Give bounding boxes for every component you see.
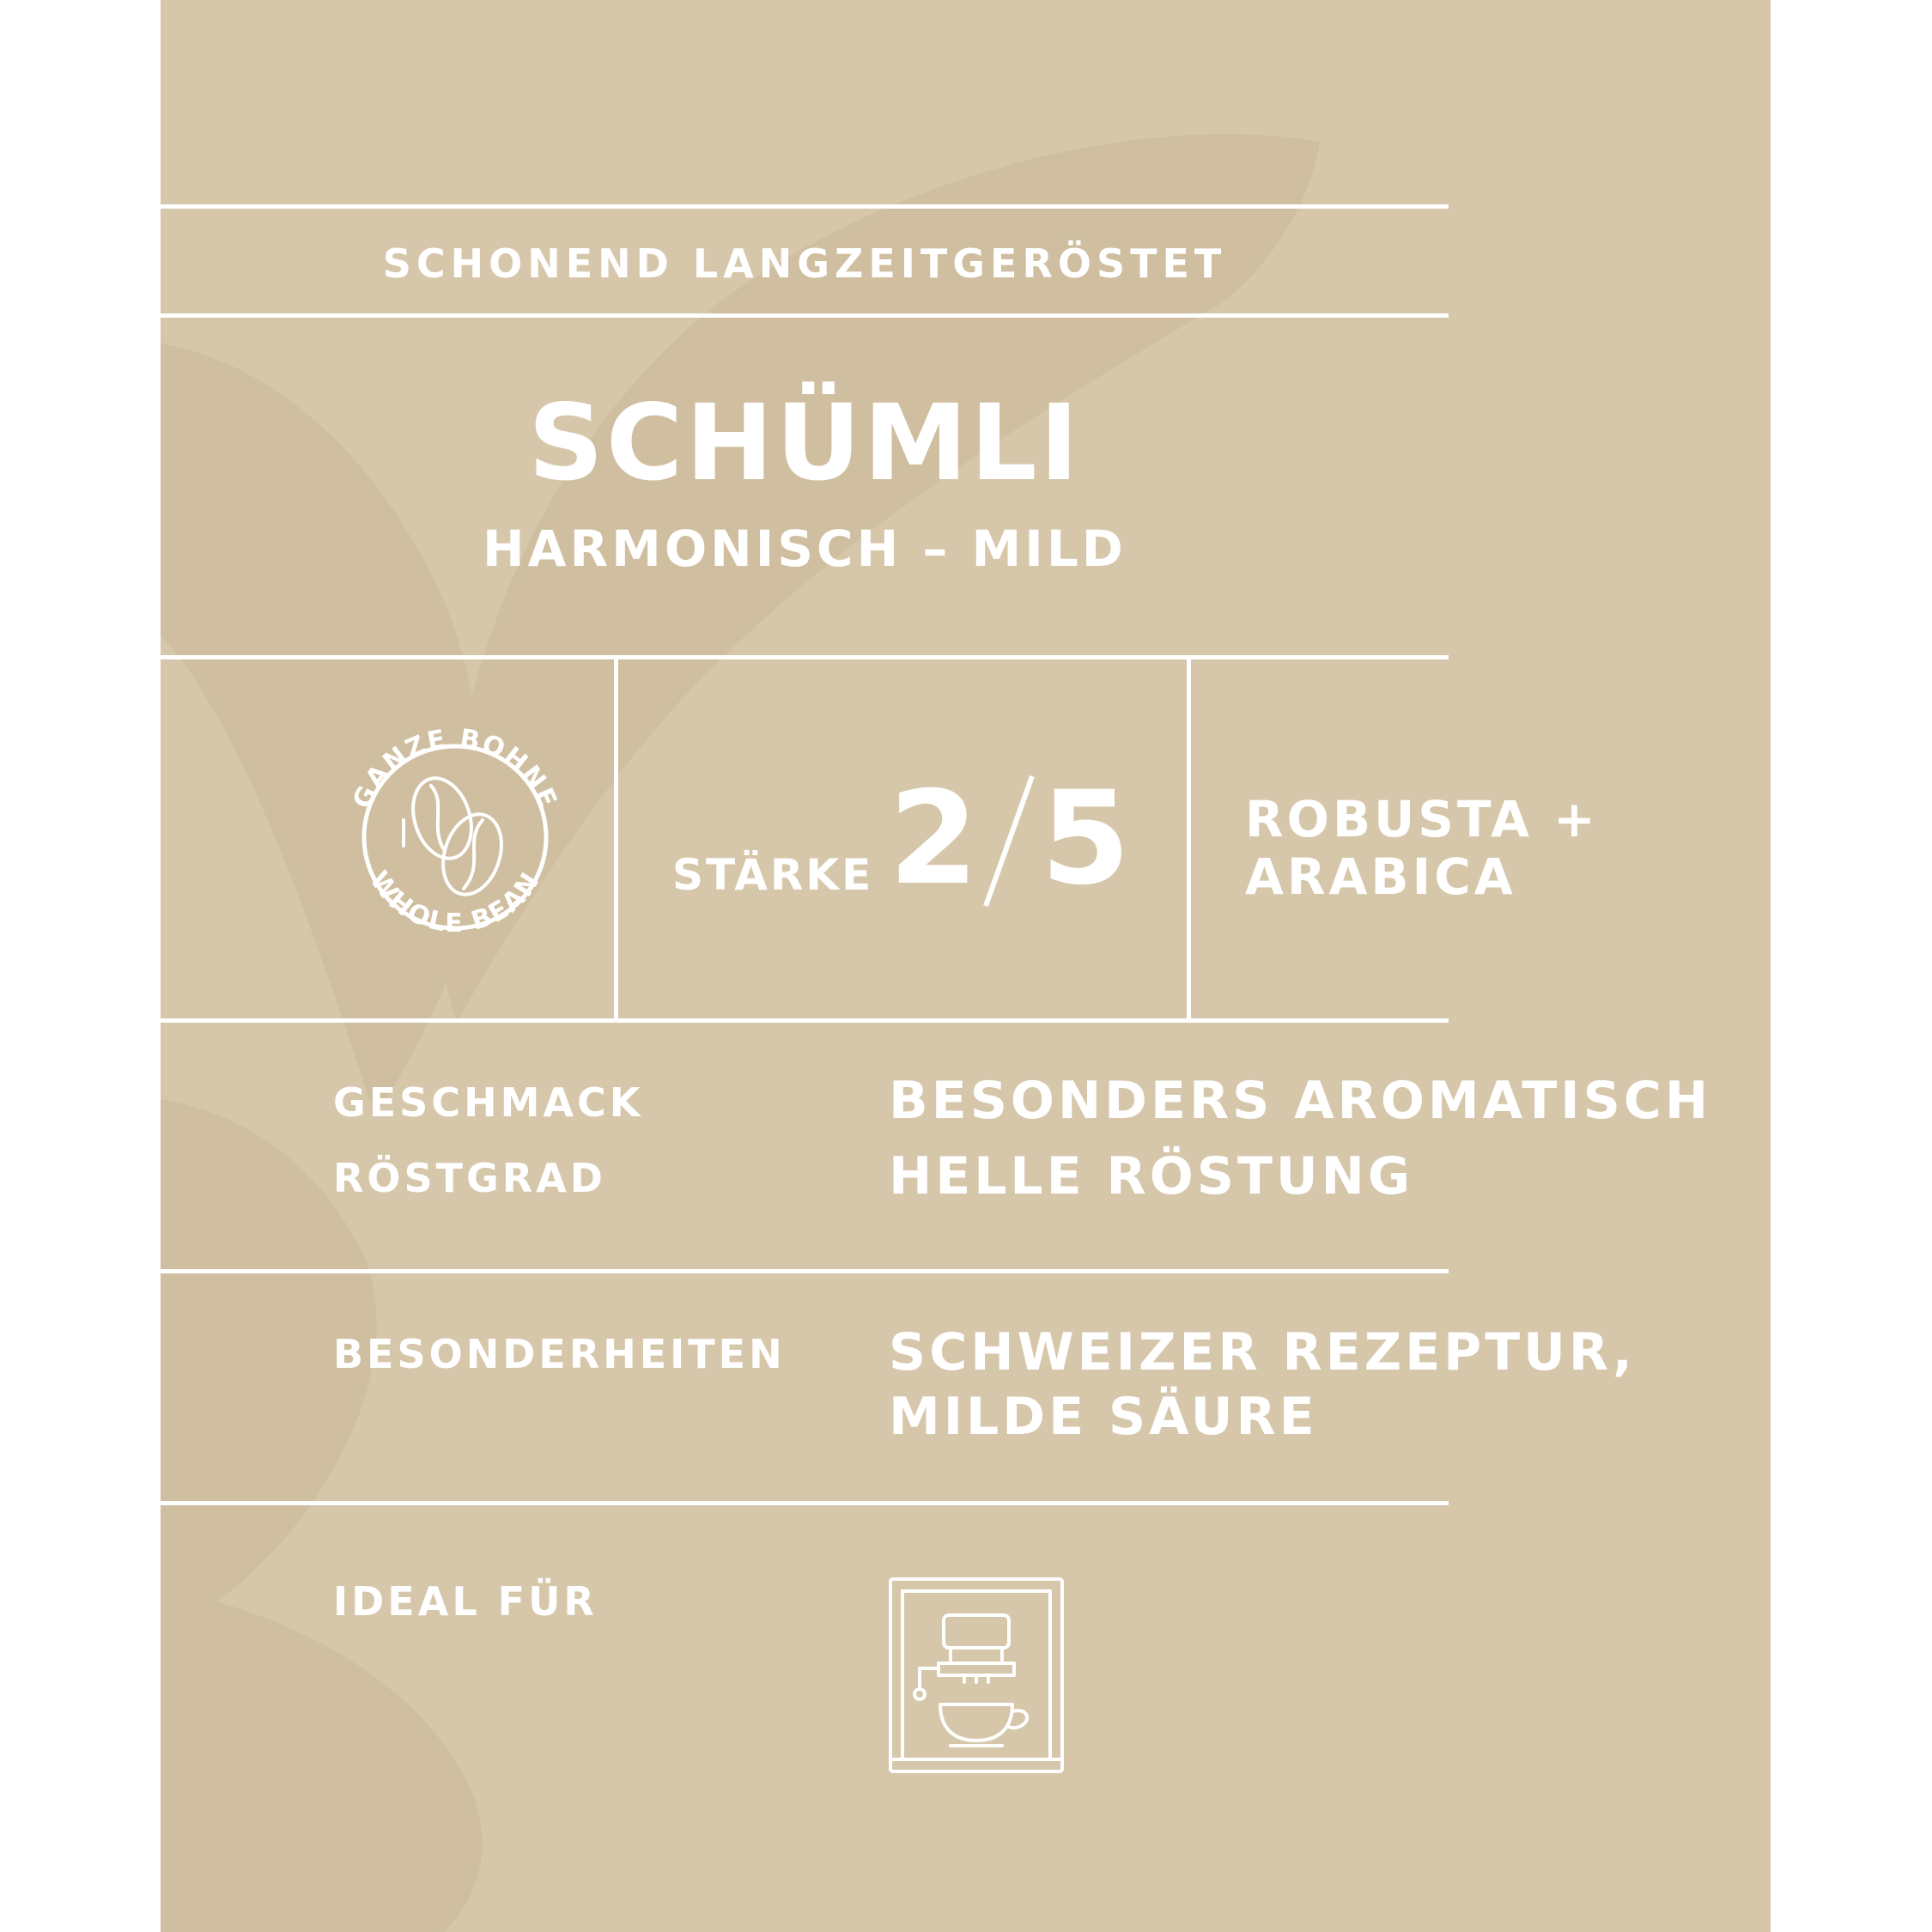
badge-bottom-text: WHOLE BEAN	[363, 866, 547, 939]
divider-under-tagline	[161, 313, 1449, 318]
divider-grid-bottom	[161, 1018, 1449, 1023]
roast-label: RÖSTGRAD	[333, 1155, 606, 1201]
grid-separator-left	[614, 655, 618, 1023]
strength-label: STÄRKE	[672, 850, 874, 900]
special-label: BESONDERHEITEN	[333, 1331, 786, 1377]
special-value-line-2: MILDE SÄURE	[889, 1387, 1318, 1447]
divider-middle	[161, 1269, 1449, 1273]
coffee-bean-icon	[404, 770, 512, 902]
strength-slash	[979, 773, 1039, 910]
grid-separator-right	[1187, 655, 1191, 1023]
divider-bottom	[161, 1501, 1449, 1505]
product-subtitle: HARMONISCH – MILD	[483, 519, 1127, 578]
tagline: SCHONEND LANGZEITGERÖSTET	[382, 240, 1227, 287]
ideal-label: IDEAL FÜR	[333, 1578, 598, 1625]
blend-line-1: ROBUSTA +	[1245, 790, 1599, 848]
product-name: SCHÜMLI	[527, 382, 1082, 504]
blend-line-2: ARABICA	[1245, 848, 1516, 906]
taste-label: GESCHMACK	[333, 1079, 644, 1126]
whole-bean-badge	[343, 691, 567, 983]
special-value-line-1: SCHWEIZER REZEPTUR,	[889, 1322, 1636, 1382]
divider-grid-top	[161, 655, 1449, 659]
roast-value: HELLE RÖSTUNG	[889, 1146, 1414, 1206]
divider-top	[161, 204, 1449, 209]
badge-top-text: GANZE BOHNE	[347, 723, 563, 814]
espresso-machine-icon	[887, 1576, 1066, 1775]
taste-value: BESONDERS AROMATISCH	[889, 1071, 1712, 1131]
strength-max: 5	[1041, 764, 1131, 914]
strength-value: 2	[889, 764, 979, 914]
